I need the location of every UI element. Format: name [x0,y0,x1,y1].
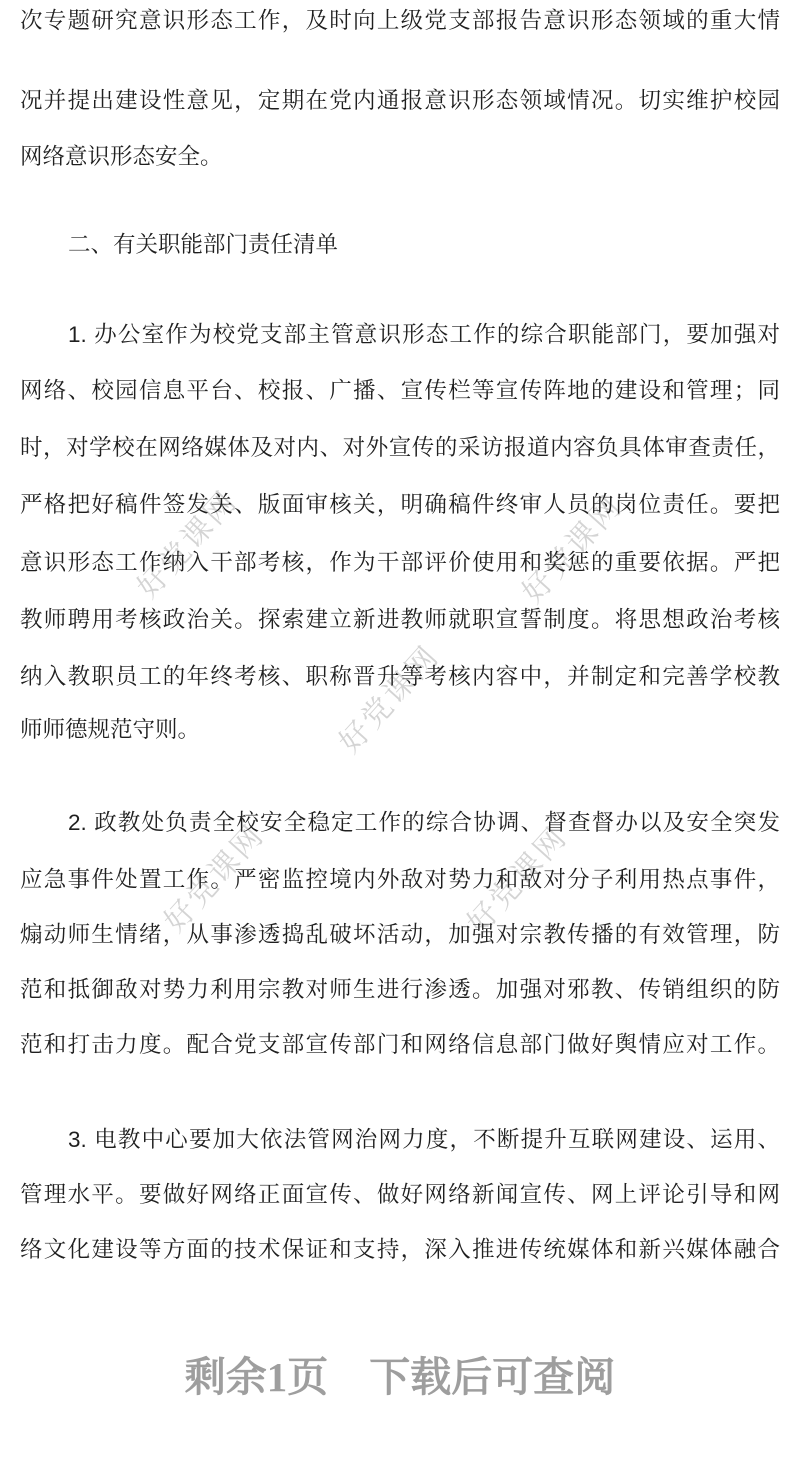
continuation-paragraph-line: 况并提出建设性意见，定期在党内通报意识形态领域情况。切实维护校园 [20,88,780,113]
paragraph-3-line: 络文化建设等方面的技术保证和支持，深入推进传统媒体和新兴媒体融合 [20,1237,780,1262]
paragraph-3-line: 管理水平。要做好网络正面宣传、做好网络新闻宣传、网上评论引导和网 [20,1182,780,1207]
paragraph-1-line: 纳入教职员工的年终考核、职称晋升等考核内容中，并制定和完善学校教 [20,664,780,689]
watermark-text: 好党课网 [333,639,447,760]
paragraph-1-line: 意识形态工作纳入干部考核，作为干部评价使用和奖惩的重要依据。严把 [20,550,780,575]
remaining-pages-notice [0,1352,800,1402]
watermark-text: 好党课网 [461,820,575,941]
paragraph-1-line: 时，对学校在网络媒体及对内、对外宣传的采访报道内容负具体审查责任， [20,435,780,460]
download-hint: 下载后可查阅 [369,1354,616,1400]
paragraph-1-line: 严格把好稿件签发关、版面审核关，明确稿件终审人员的岗位责任。要把 [20,492,780,517]
continuation-paragraph-line: 次专题研究意识形态工作，及时向上级党支部报告意识形态领域的重大情 [20,8,780,33]
watermark-text: 好党课网 [516,489,630,610]
remaining-pages-count: 剩余1页 [184,1354,329,1400]
paragraph-3-line: 3. 电教中心要加大依法管网治网力度，不断提升互联网建设、运用、 [68,1127,780,1152]
watermark-text: 好党课网 [158,818,272,939]
watermark-text: 好党课网 [131,484,245,605]
paragraph-2-line: 煽动师生情绪，从事渗透捣乱破坏活动，加强对宗教传播的有效管理，防 [20,922,780,947]
paragraph-2-line: 范和抵御敌对势力利用宗教对师生进行渗透。加强对邪教、传销组织的防 [20,977,780,1002]
paragraph-1-line: 教师聘用考核政治关。探索建立新进教师就职宣誓制度。将思想政治考核 [20,607,780,632]
section-heading-line: 二、有关职能部门责任清单 [68,232,339,257]
continuation-paragraph-line: 网络意识形态安全。 [20,144,223,169]
paragraph-2-line: 应急事件处置工作。严密监控境内外敌对势力和敌对分子利用热点事件， [20,867,780,892]
paragraph-1-line: 1. 办公室作为校党支部主管意识形态工作的综合职能部门，要加强对 [68,322,780,347]
paragraph-2-line: 2. 政教处负责全校安全稳定工作的综合协调、督查督办以及安全突发 [68,810,780,835]
paragraph-1-line: 网络、校园信息平台、校报、广播、宣传栏等宣传阵地的建设和管理；同 [20,378,780,403]
paragraph-2-line: 范和打击力度。配合党支部宣传部门和网络信息部门做好舆情应对工作。 [20,1032,780,1057]
paragraph-1-line: 师师德规范守则。 [20,717,201,742]
